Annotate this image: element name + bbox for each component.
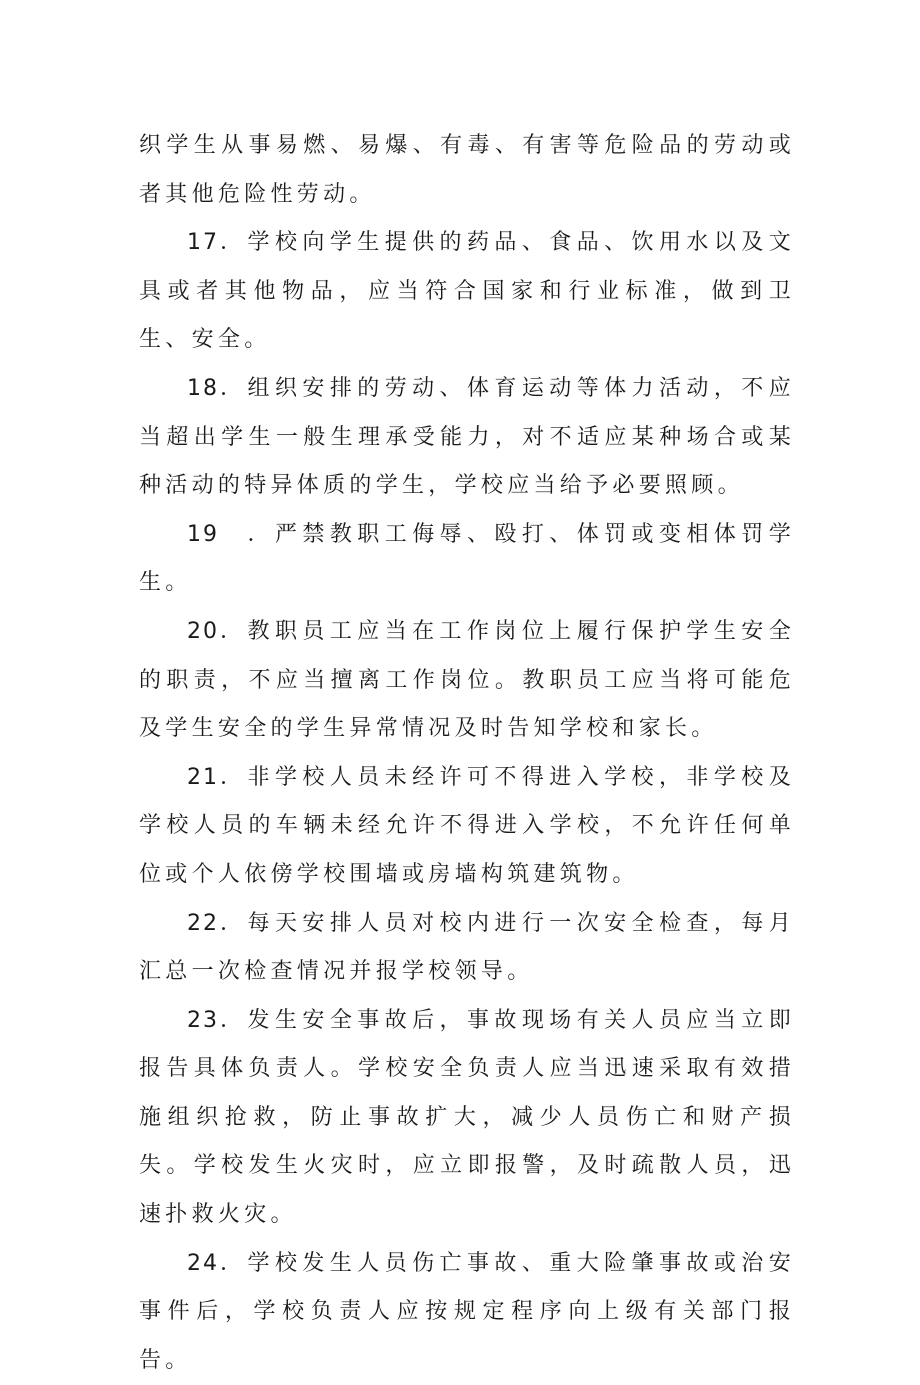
paragraph-number: 21	[187, 764, 219, 790]
paragraph-17	[139, 219, 795, 365]
paragraph-text: ．学校发生人员伤亡事故、重大险肇事故或治安事件后，学校负责人应按规定程序向上级有关部门报告。	[139, 1250, 795, 1373]
paragraph-text: ．发生安全事故后，事故现场有关人员应当立即报告具体负责人。学校安全负责人应当迅速采取有效措施组织抢救，防止事故扩大，减少人员伤亡和财产损失。学校发生火灾时，应立即报警，及时疏散人员，迅速扑救火灾。	[139, 1007, 795, 1228]
paragraph-20	[139, 608, 795, 754]
paragraph-text: ．学校向学生提供的药品、食品、饮用水以及文具或者其他物品，应当符合国家和行业标准，做到卫生、安全。	[139, 230, 795, 353]
paragraph-continuation	[139, 122, 795, 219]
paragraph-18	[139, 365, 795, 511]
paragraph-24	[139, 1240, 795, 1385]
paragraph-number: 23	[187, 1007, 219, 1033]
paragraph-number: 17	[187, 230, 219, 256]
document-body	[139, 122, 795, 1385]
paragraph-text: 织学生从事易燃、易爆、有毒、有害等危险品的劳动或者其他危险性劳动。	[139, 133, 795, 207]
paragraph-number: 19	[187, 521, 219, 547]
paragraph-number: 24	[187, 1250, 219, 1276]
paragraph-23	[139, 997, 795, 1240]
paragraph-number: 22	[187, 910, 219, 936]
paragraph-22	[139, 900, 795, 997]
paragraph-text: ．每天安排人员对校内进行一次安全检查，每月汇总一次检查情况并报学校领导。	[139, 910, 795, 985]
paragraph-21	[139, 754, 795, 900]
paragraph-text: ．非学校人员未经许可不得进入学校，非学校及学校人员的车辆未经允许不得进入学校，不允许任何单位或个人依傍学校围墙或房墙构筑建筑物。	[139, 764, 795, 887]
paragraph-text: ．严禁教职工侮辱、殴打、体罚或变相体罚学生。	[139, 521, 795, 596]
paragraph-number: 20	[187, 618, 219, 644]
paragraph-number: 18	[187, 375, 219, 401]
paragraph-text: ．教职员工应当在工作岗位上履行保护学生安全的职责，不应当擅离工作岗位。教职员工应当将可能危及学生安全的学生异常情况及时告知学校和家长。	[139, 618, 795, 742]
paragraph-19	[139, 511, 795, 608]
paragraph-text: ．组织安排的劳动、体育运动等体力活动，不应当超出学生一般生理承受能力，对不适应某种场合或某种活动的特异体质的学生，学校应当给予必要照顾。	[139, 375, 795, 499]
